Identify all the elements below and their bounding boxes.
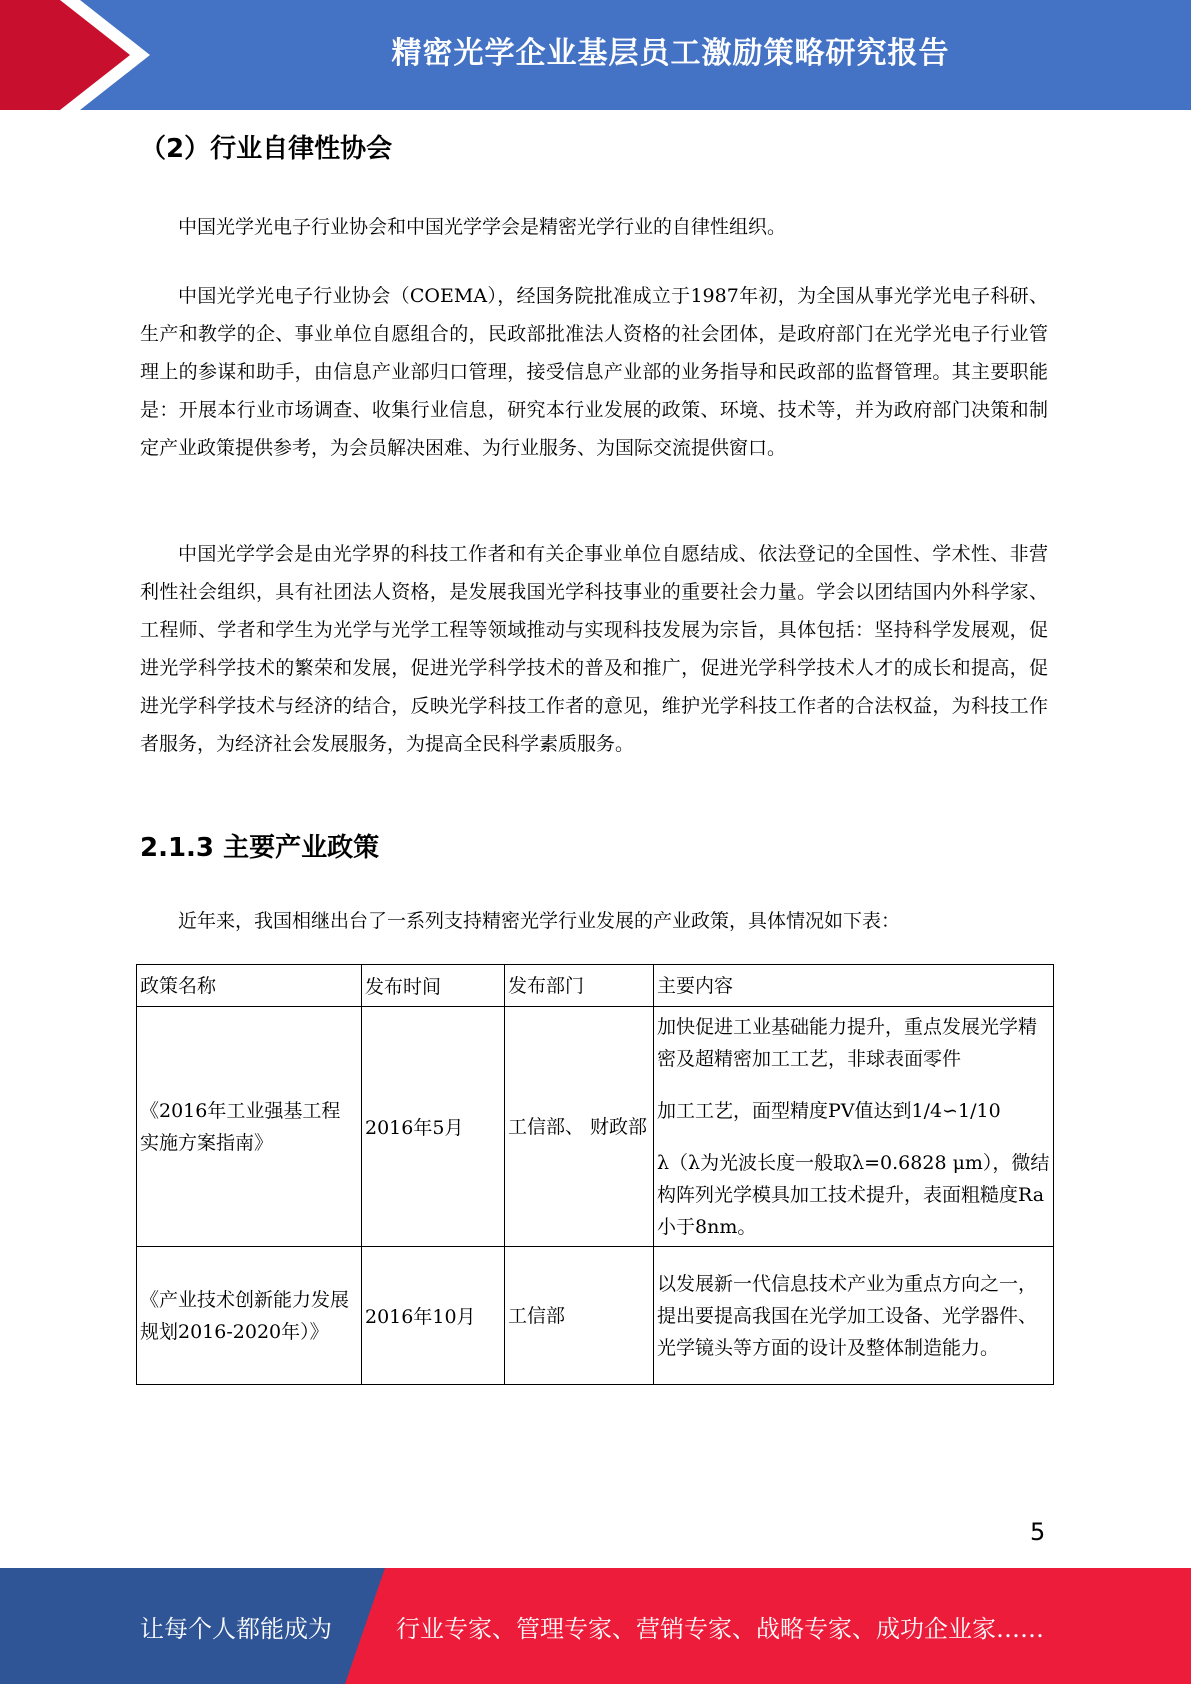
- section-subheading: （2）行业自律性协会: [140, 134, 393, 164]
- main-content-cell: [654, 1007, 1054, 1247]
- header-main-content: 主要内容: [654, 965, 1054, 1007]
- paragraph-3: 中国光学学会是由光学界的科技工作者和有关企事业单位自愿结成、依法登记的全国性、学术性、非营利性社会组织，具有社团法人资格，是发展我国光学科技事业的重要社会力量。学会以团结国内外科学家、工程师、学者和学生为光学与光学工程等领域推动与实现科技发展为宗旨，具体包括：坚持科学发展观，促进光学科学技术的繁荣和发展，促进光学科学技术的普及和推广，促进光学科学技术人才的成长和提高，促进光学科学技术与经济的结合，反映光学科技工作者的意见，维护光学科技工作者的合法权益，为科技工作者服务，为经济社会发展服务，为提高全民科学素质服务。: [140, 543, 1048, 755]
- page-number: 5: [1030, 1518, 1046, 1546]
- section-heading: 2.1.3 主要产业政策: [140, 833, 380, 863]
- content-line: 加工工艺，面型精度PV值达到1/4∽1/10: [657, 1099, 1001, 1122]
- table-row: [137, 1007, 1054, 1247]
- policy-name-cell: 《产业技术创新能力发展规划2016-2020年）》: [137, 1247, 362, 1385]
- header-release-date: 发布时间: [362, 965, 505, 1007]
- table-row: [137, 1247, 1054, 1385]
- main-content-cell: 以发展新一代信息技术产业为重点方向之一，提出要提高我国在光学加工设备、光学器件、光学镜头等方面的设计及整体制造能力。: [654, 1247, 1054, 1385]
- footer-slogan-right: 行业专家、管理专家、营销专家、战略专家、成功企业家……: [396, 1614, 1044, 1643]
- header-banner: [0, 0, 1191, 110]
- policy-table: [136, 964, 1054, 1385]
- release-date-cell: 2016年10月: [362, 1247, 505, 1385]
- content-line: 加快促进工业基础能力提升，重点发展光学精密及超精密加工工艺，非球表面零件: [657, 1015, 1038, 1070]
- header-department: 发布部门: [505, 965, 654, 1007]
- department-cell: 工信部、 财政部: [505, 1007, 654, 1247]
- policy-name-cell: 《2016年工业强基工程实施方案指南》: [137, 1007, 362, 1247]
- header-policy-name: 政策名称: [137, 965, 362, 1007]
- paragraph-1: 中国光学光电子行业协会和中国光学学会是精密光学行业的自律性组织。: [178, 216, 787, 238]
- footer-banner: [0, 1568, 1191, 1684]
- paragraph-2: 中国光学光电子行业协会（COEMA），经国务院批准成立于1987年初，为全国从事光学光电子科研、生产和教学的企、事业单位自愿组合的，民政部批准法人资格的社会团体，是政府部门在光学光电子行业管理上的参谋和助手，由信息产业部归口管理，接受信息产业部的业务指导和民政部的监督管理。其主要职能是：开展本行业市场调查、收集行业信息，研究本行业发展的政策、环境、技术等，并为政府部门决策和制定产业政策提供参考，为会员解决困难、为行业服务、为国际交流提供窗口。: [140, 285, 1048, 459]
- document-title: 精密光学企业基层员工激励策略研究报告: [391, 36, 950, 71]
- release-date-cell: 2016年5月: [362, 1007, 505, 1247]
- content-line: λ（λ为光波长度一般取λ=0.6828 μm），微结构阵列光学模具加工技术提升，表面粗糙度Ra小于8nm。: [657, 1151, 1050, 1238]
- footer-slogan-left: 让每个人都能成为: [140, 1614, 332, 1643]
- table-header-row: [137, 965, 1054, 1007]
- department-cell: 工信部: [505, 1247, 654, 1385]
- table-intro: 近年来，我国相继出台了一系列支持精密光学行业发展的产业政策，具体情况如下表：: [178, 910, 901, 932]
